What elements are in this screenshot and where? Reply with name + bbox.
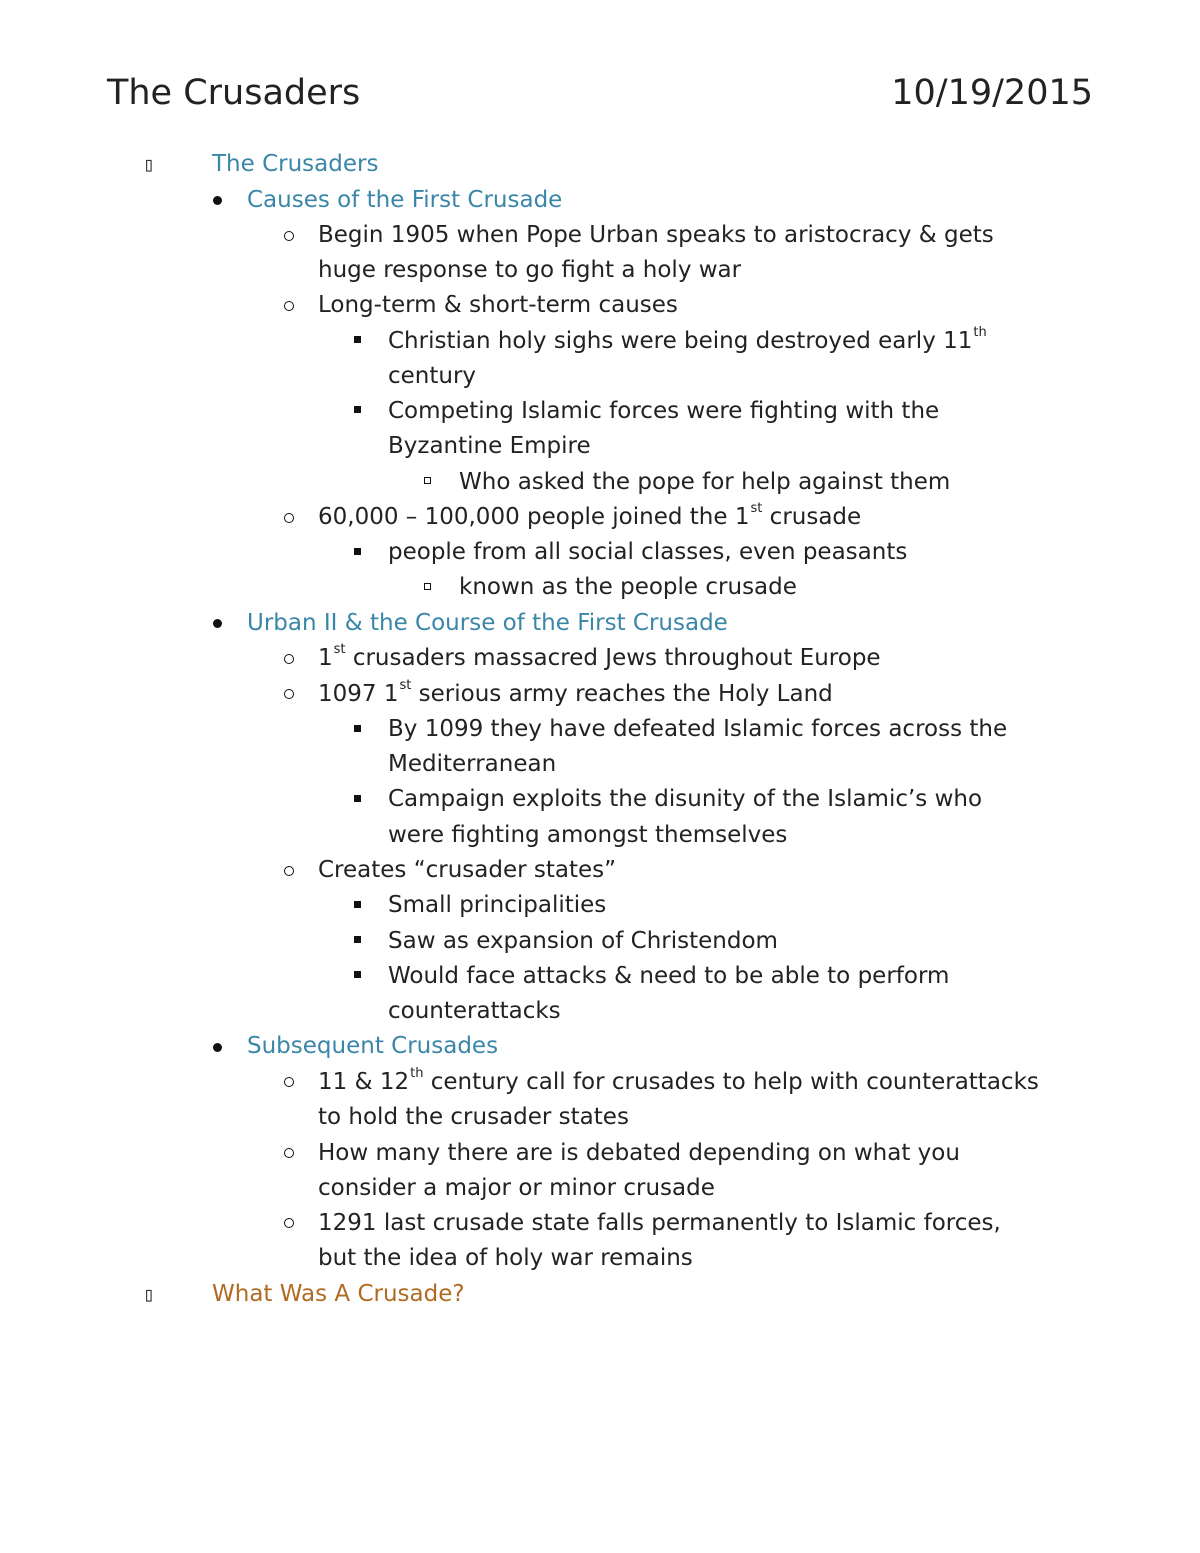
list-item-continuation: to hold the crusader states bbox=[318, 1104, 629, 1130]
bullet-square-icon bbox=[354, 971, 361, 978]
list-item: Small principalities bbox=[388, 892, 607, 918]
list-item: Christian holy sighs were being destroyed early 11th bbox=[388, 325, 987, 354]
list-item: 60,000 – 100,000 people joined the 1st crusade bbox=[318, 501, 862, 530]
bullet-circle-icon bbox=[284, 866, 294, 876]
list-item: 1097 1st serious army reaches the Holy Land bbox=[318, 678, 833, 707]
bullet-disc-icon bbox=[213, 619, 222, 628]
subsection-heading: Causes of the First Crusade bbox=[247, 187, 563, 213]
bullet-small-square-icon bbox=[424, 477, 431, 484]
list-item: Campaign exploits the disunity of the Islamic’s who bbox=[388, 786, 983, 812]
bullet-disc-icon bbox=[213, 196, 222, 205]
bullet-square-icon bbox=[354, 795, 361, 802]
bullet-square-icon bbox=[354, 725, 361, 732]
section-heading: The Crusaders bbox=[212, 151, 379, 177]
bullet-square-icon bbox=[354, 936, 361, 943]
missing-glyph-icon: ▯ bbox=[143, 1282, 156, 1306]
bullet-square-icon bbox=[354, 548, 361, 555]
page-date: 10/19/2015 bbox=[891, 73, 1093, 113]
bullet-small-square-icon bbox=[424, 583, 431, 590]
list-item: Creates “crusader states” bbox=[318, 857, 617, 883]
page-title: The Crusaders bbox=[107, 73, 361, 113]
bullet-circle-icon bbox=[284, 301, 294, 311]
list-item: Who asked the pope for help against them bbox=[459, 469, 951, 495]
list-item: 1st crusaders massacred Jews throughout Europe bbox=[318, 642, 881, 671]
bullet-square-icon bbox=[354, 336, 361, 343]
bullet-square-icon bbox=[354, 901, 361, 908]
list-item: Competing Islamic forces were fighting with the bbox=[388, 398, 940, 424]
bullet-circle-icon bbox=[284, 231, 294, 241]
list-item: Would face attacks & need to be able to perform bbox=[388, 963, 950, 989]
bullet-disc-icon bbox=[213, 1043, 222, 1052]
list-item-continuation: but the idea of holy war remains bbox=[318, 1245, 693, 1271]
list-item-continuation: were fighting amongst themselves bbox=[388, 822, 788, 848]
list-item-continuation: consider a major or minor crusade bbox=[318, 1175, 715, 1201]
page-header bbox=[107, 70, 1093, 120]
list-item: Begin 1905 when Pope Urban speaks to aristocracy & gets bbox=[318, 222, 994, 248]
list-item: By 1099 they have defeated Islamic forces across the bbox=[388, 716, 1008, 742]
bullet-circle-icon bbox=[284, 689, 294, 699]
bullet-circle-icon bbox=[284, 1148, 294, 1158]
bullet-square-icon bbox=[354, 406, 361, 413]
list-item-continuation: huge response to go fight a holy war bbox=[318, 257, 742, 283]
bullet-circle-icon bbox=[284, 1218, 294, 1228]
bullet-circle-icon bbox=[284, 654, 294, 664]
list-item: known as the people crusade bbox=[459, 574, 797, 600]
list-item-continuation: counterattacks bbox=[388, 998, 561, 1024]
missing-glyph-icon: ▯ bbox=[143, 152, 156, 176]
list-item-continuation: Mediterranean bbox=[388, 751, 557, 777]
list-item: 11 & 12th century call for crusades to help with counterattacks bbox=[318, 1066, 1039, 1095]
subsection-heading: Subsequent Crusades bbox=[247, 1033, 499, 1059]
section-heading: What Was A Crusade? bbox=[212, 1281, 465, 1307]
list-item: Saw as expansion of Christendom bbox=[388, 928, 778, 954]
list-item-continuation: Byzantine Empire bbox=[388, 433, 591, 459]
list-item: How many there are is debated depending on what you bbox=[318, 1140, 960, 1166]
list-item: people from all social classes, even peasants bbox=[388, 539, 908, 565]
bullet-circle-icon bbox=[284, 1077, 294, 1087]
subsection-heading: Urban II & the Course of the First Crusade bbox=[247, 610, 728, 636]
list-item: Long-term & short-term causes bbox=[318, 292, 678, 318]
list-item: 1291 last crusade state falls permanently to Islamic forces, bbox=[318, 1210, 1001, 1236]
list-item-continuation: century bbox=[388, 363, 477, 389]
bullet-circle-icon bbox=[284, 513, 294, 523]
